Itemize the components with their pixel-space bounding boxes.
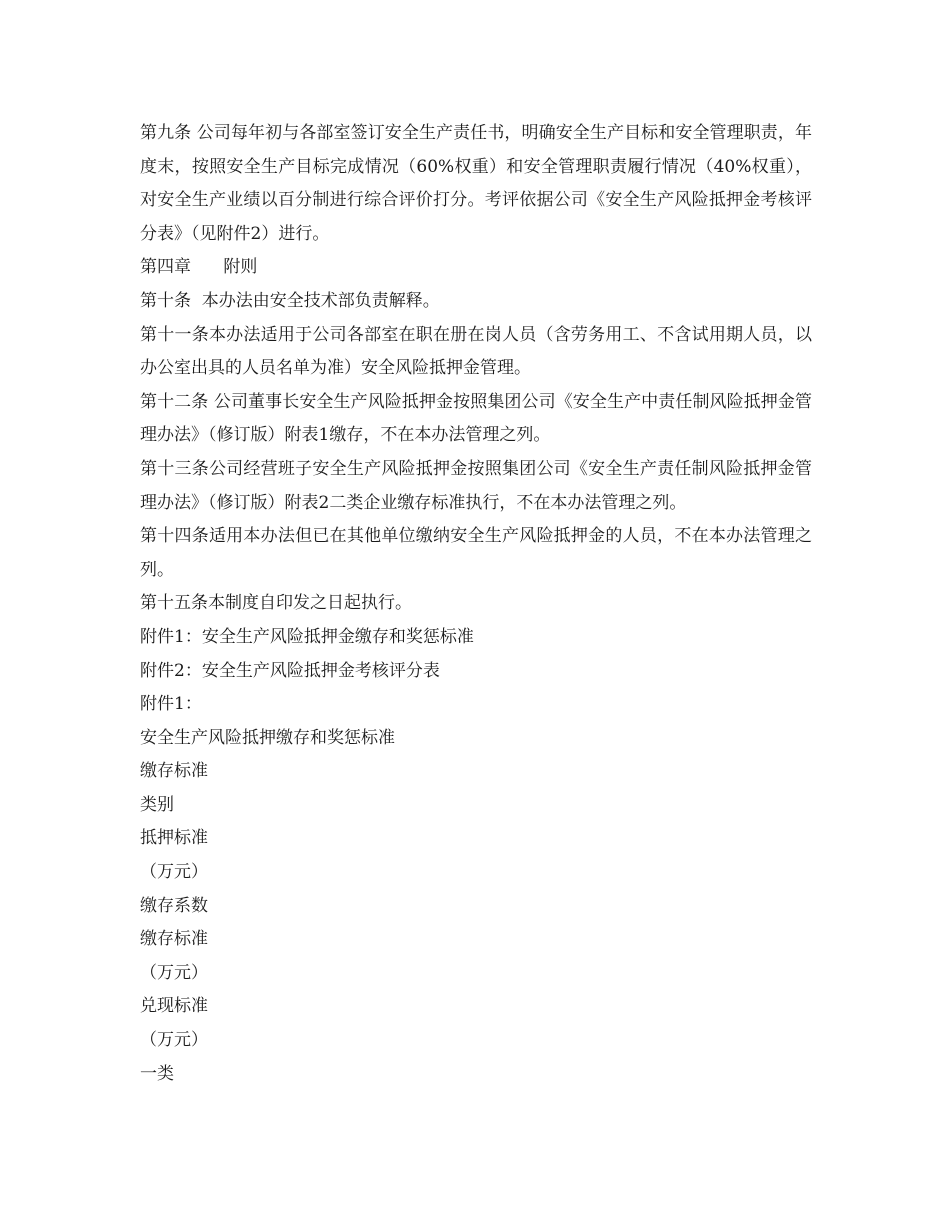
attachment-1-heading: 附件1： <box>140 694 202 715</box>
article-14: 第十四条适用本办法但已在其他单位缴纳安全生产风险抵押金的人员，不在本办法管理之列。 <box>140 526 812 580</box>
article-12: 第十二条 公司董事长安全生产风险抵押金按照集团公司《安全生产中责任制风险抵押金管理办法》（修订版）附表1缴存，不在本办法管理之列。 <box>140 391 812 446</box>
table-cell-text: 抵押标准 <box>140 828 208 849</box>
attachment-1-reference: 附件1：安全生产风险抵押金缴存和奖惩标准 <box>140 626 474 647</box>
table-cell-text: 缴存标准 <box>140 761 208 782</box>
article-15: 第十五条本制度自印发之日起执行。 <box>140 593 412 614</box>
table-cell-text: 兑现标准 <box>140 996 208 1017</box>
chapter-heading: 第四章 附则 <box>140 257 258 278</box>
attachment-1-title: 安全生产风险抵押缴存和奖惩标准 <box>140 727 395 748</box>
table-cell-text: （万元） <box>140 1030 208 1051</box>
article-11: 第十一条本办法适用于公司各部室在职在册在岗人员（含劳务用工、不含试用期人员，以办公室出具的人员名单为准）安全风险抵押金管理。 <box>140 324 812 379</box>
table-cell-text: 缴存标准 <box>140 929 208 950</box>
document-body <box>140 117 812 1091</box>
table-cell-text: 类别 <box>140 794 174 815</box>
table-cell-text: 缴存系数 <box>140 895 208 916</box>
article-9: 第九条 公司每年初与各部室签订安全生产责任书，明确安全生产目标和安全管理职责，年度末，按照安全生产目标完成情况（60%权重）和安全管理职责履行情况（40%权重），对安全生产业绩以百分制进行综合评价打分。考评依据公司《安全生产风险抵押金考核评分表》（见附件2）进行。 <box>140 123 812 244</box>
table-cell-text: （万元） <box>140 862 208 883</box>
table-cell-text: （万元） <box>140 962 208 983</box>
attachment-2-reference: 附件2：安全生产风险抵押金考核评分表 <box>140 660 440 681</box>
table-cell-text: 一类 <box>140 1063 174 1084</box>
article-13: 第十三条公司经营班子安全生产风险抵押金按照集团公司《安全生产责任制风险抵押金管理办法》（修订版）附表2二类企业缴存标准执行，不在本办法管理之列。 <box>140 458 812 513</box>
article-10: 第十条 本办法由安全技术部负责解释。 <box>140 290 440 311</box>
